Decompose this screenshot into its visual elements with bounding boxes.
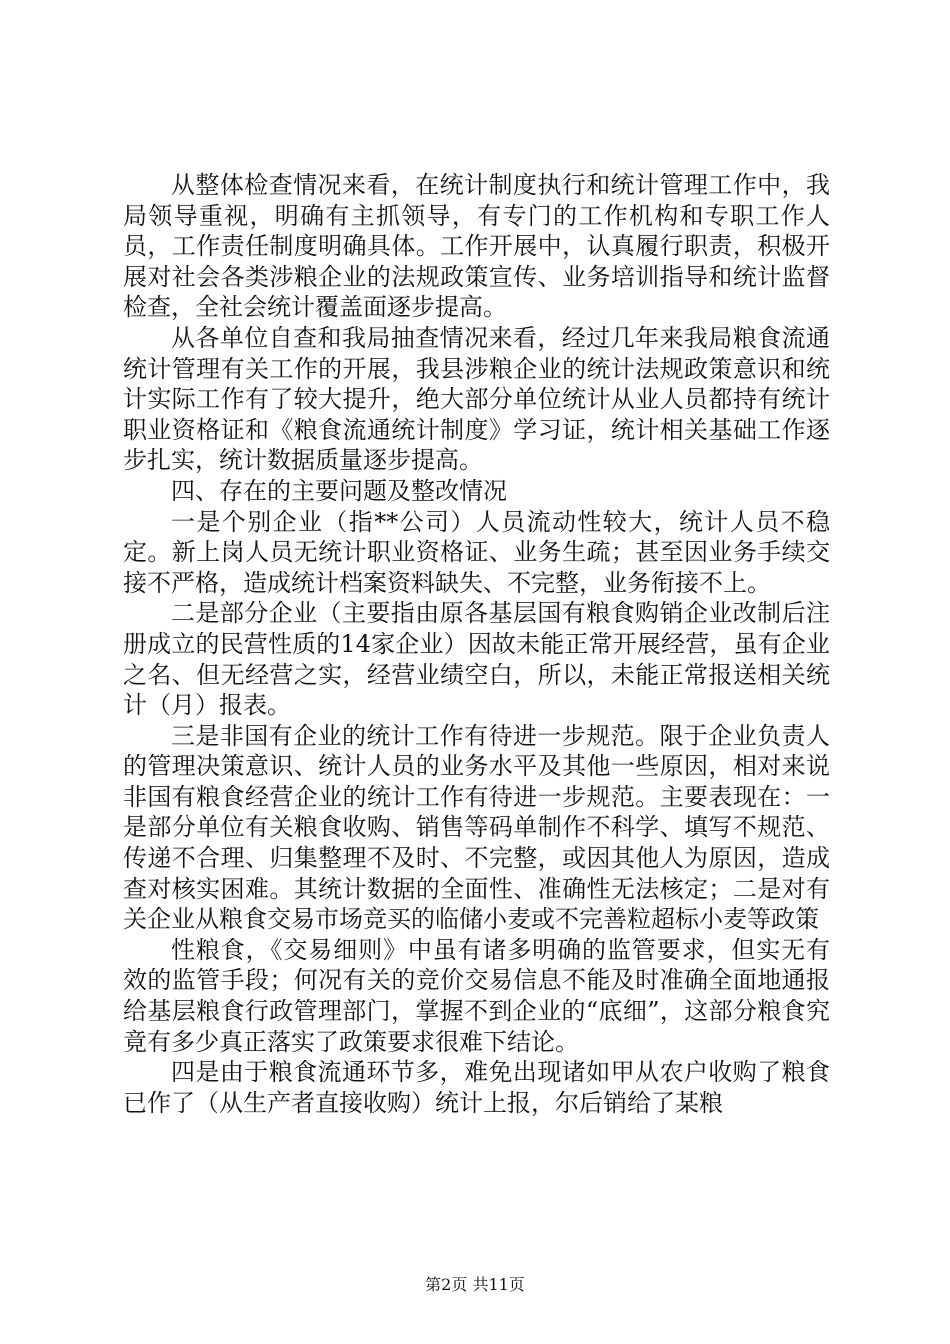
paragraph-problem-three: 三是非国有企业的统计工作有待进一步规范。限于企业负责人的管理决策意识、统计人员的业务水平及其他一些原因，相对来说非国有粮食经营企业的统计工作有待进一步规范。主要表现在：一是部分单位有关粮食收购、销售等码单制作不科学、填写不规范、传递不合理、归集整理不及时、不完整，或因其他人为原因，造成查对核实困难。其统计数据的全面性、准确性无法核定；二是对有关企业从粮食交易市场竞买的临储小麦或不完善粒超标小麦等政策 [123, 721, 830, 934]
paragraph-problem-one: 一是个别企业（指**公司）人员流动性较大，统计人员不稳定。新上岗人员无统计职业资格证、业务生疏；甚至因业务手续交接不严格，造成统计档案资料缺失、不完整，业务衔接不上。 [123, 507, 830, 597]
paragraph-policy-grain: 性粮食，《交易细则》中虽有诸多明确的监管要求，但实无有效的监管手段；何况有关的竞价交易信息不能及时准确全面地通报给基层粮食行政管理部门，掌握不到企业的“底细”，这部分粮食究竟有多少真正落实了政策要求很难下结论。 [123, 935, 830, 1056]
paragraph-problem-four: 四是由于粮食流通环节多，难免出现诸如甲从农户收购了粮食已作了（从生产者直接收购）统计上报，尔后销给了某粮 [123, 1058, 830, 1117]
paragraph-self-check: 从各单位自查和我局抽查情况来看，经过几年来我局粮食流通统计管理有关工作的开展，我县涉粮企业的统计法规政策意识和统计实际工作有了较大提升，绝大部分单位统计从业人员都持有统计职业资格证和《粮食流通统计制度》学习证，统计相关基础工作逐步扎实，统计数据质量逐步提高。 [123, 323, 830, 475]
section-heading-problems: 四、存在的主要问题及整改情况 [171, 476, 507, 505]
page-number-footer: 第2页 共11页 [425, 1275, 525, 1294]
document-body [123, 170, 830, 1118]
paragraph-overall-inspection: 从整体检查情况来看，在统计制度执行和统计管理工作中，我局领导重视，明确有主抓领导，有专门的工作机构和专职工作人员，工作责任制度明确具体。工作开展中，认真履行职责，积极开展对社会各类涉粮企业的法规政策宣传、业务培训指导和统计监督检查，全社会统计覆盖面逐步提高。 [123, 171, 830, 322]
paragraph-problem-two: 二是部分企业（主要指由原各基层国有粮食购销企业改制后注册成立的民营性质的14家企业）因故未能正常开展经营，虽有企业之名、但无经营之实，经营业绩空白，所以，未能正常报送相关统计（月）报表。 [123, 599, 830, 720]
